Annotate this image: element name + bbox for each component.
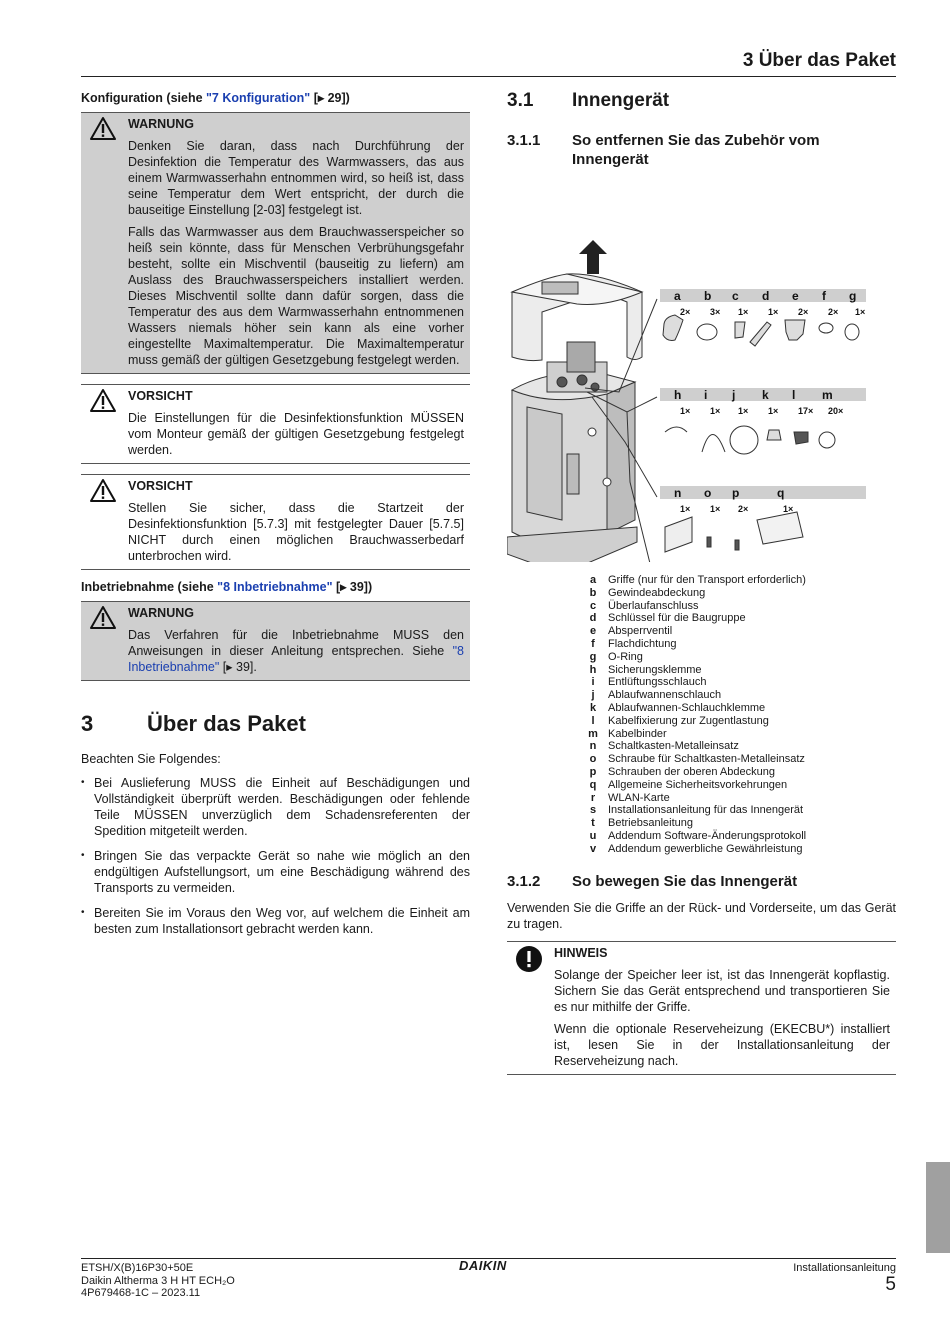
legend-value: Allgemeine Sicherheitsvorkehrungen	[608, 778, 788, 791]
figure-item-letter: b	[704, 289, 712, 303]
page-header-title: 3 Über das Paket	[742, 50, 896, 71]
legend-row	[582, 612, 896, 625]
footer-document-type: Installationsanleitung	[793, 1262, 896, 1274]
legend-row	[582, 804, 896, 817]
figure-item-count: 2×	[738, 504, 749, 514]
figure-item-count: 1×	[680, 504, 691, 514]
left-column	[81, 90, 470, 946]
warning-title: WARNUNG	[128, 117, 194, 131]
warning-triangle-icon	[89, 116, 117, 141]
legend-key: e	[589, 625, 597, 638]
legend-value: Kabelfixierung zur Zugentlastung	[608, 714, 769, 727]
legend-row	[582, 830, 896, 843]
heading-title: So entfernen Sie das Zubehör vom Innengerät	[572, 132, 820, 168]
warning-text-suffix: [▸ 39].	[219, 660, 257, 674]
figure-item-letter: p	[732, 486, 740, 500]
figure-item-letter: a	[674, 289, 681, 303]
config-heading-suffix: [▸ 29])	[310, 91, 350, 105]
warning-notice-disinfection	[81, 112, 470, 374]
warning-text-body: Das Verfahren für die Inbetriebnahme MUSS den Anweisungen in dieser Anleitung entsprechen. Siehe	[128, 628, 464, 658]
legend-row	[582, 689, 896, 702]
caution-title: VORSICHT	[128, 479, 193, 493]
warning-triangle-icon	[89, 388, 117, 413]
legend-value: Schrauben der oberen Abdeckung	[608, 765, 775, 778]
config-link[interactable]: "7 Konfiguration"	[206, 91, 311, 105]
figure-item-count: 1×	[738, 406, 749, 416]
legend-value: Gewindeabdeckung	[608, 586, 706, 599]
legend-key: q	[589, 778, 597, 791]
legend-value: Absperrventil	[608, 625, 673, 638]
legend-row	[582, 651, 896, 664]
figure-item-letter: e	[792, 289, 799, 303]
footer-line-2: Daikin Altherma 3 H HT ECH₂O	[81, 1274, 235, 1287]
accessories-figure	[507, 182, 896, 562]
caution-text: Stellen Sie sicher, dass die Startzeit der Desinfektionsfunktion [5.7.3] mit festgelegter Dauer [5.7.5] NICHT durch einen möglichen Brauchwasserbedarf unterbrochen wird.	[128, 501, 464, 563]
legend-value: Entlüftungsschlauch	[608, 676, 707, 689]
figure-item-letter: n	[674, 486, 682, 500]
figure-item-count: 1×	[768, 406, 779, 416]
legend-row	[582, 664, 896, 677]
subsection-heading-3-1-2	[507, 872, 896, 891]
legend-row	[582, 779, 896, 792]
figure-item-count: 20×	[828, 406, 844, 416]
legend-value: Installationsanleitung für das Innengerät	[608, 804, 804, 817]
note-text-1: Solange der Speicher leer ist, ist das Innengerät kopflastig. Sichern Sie das Gerät entsprechend und transportieren Sie es nur mithilfe der Griffe.	[554, 967, 890, 1014]
legend-row	[582, 638, 896, 651]
legend-key: f	[591, 637, 595, 650]
legend-key: k	[589, 701, 597, 714]
figure-item-letter: g	[849, 289, 857, 303]
legend-key: u	[589, 829, 597, 842]
legend-key: l	[591, 714, 595, 727]
figure-item-letter: f	[822, 289, 826, 303]
legend-row	[582, 792, 896, 805]
warning-title: WARNUNG	[128, 606, 194, 620]
legend-row	[582, 728, 896, 741]
figure-item-count: 1×	[680, 406, 691, 416]
daikin-logo: DAIKIN	[459, 1258, 507, 1273]
legend-key: v	[589, 842, 597, 855]
legend-value: Ablaufwannenschlauch	[608, 689, 722, 702]
legend-row	[582, 625, 896, 638]
legend-row	[582, 843, 896, 856]
legend-value: Überlaufanschluss	[608, 599, 699, 612]
caution-notice-settings	[81, 384, 470, 464]
subsection-heading-3-1	[507, 90, 896, 112]
warning-text-1: Denken Sie daran, dass nach Durchführung der Desinfektion die Temperatur des Warmwassers, das aus einem Warmwasserhahn entnommen wird, so heiß ist, dass seine Temperatur dem Wert entspricht, der durch die bauseitige Einstellung [2-03] festgelegt ist.	[128, 139, 464, 217]
legend-row	[582, 702, 896, 715]
figure-item-count: 1×	[783, 504, 794, 514]
caution-text: Die Einstellungen für die Desinfektionsfunktion MÜSSEN vom Monteur gemäß der gültigen Gesetzgebung festgelegt werden.	[128, 411, 464, 457]
section-number: 3	[81, 711, 94, 736]
figure-item-letter: j	[732, 388, 736, 402]
figure-item-letter: c	[732, 289, 739, 303]
figure-item-count: 3×	[710, 307, 721, 317]
section-heading	[81, 711, 470, 737]
legend-key: m	[588, 727, 598, 740]
legend-value: Schlüssel für die Baugruppe	[608, 612, 746, 625]
legend-row	[582, 817, 896, 830]
figure-item-count: 1×	[710, 406, 721, 416]
footer-line-3: 4P679468-1C – 2023.11	[81, 1287, 201, 1299]
section-intro: Beachten Sie Folgendes:	[81, 752, 221, 766]
legend-key: r	[590, 791, 596, 804]
legend-key: o	[589, 753, 597, 766]
note-title: HINWEIS	[554, 945, 608, 960]
move-instructions: Verwenden Sie die Griffe an der Rück- und Vorderseite, um das Gerät zu tragen.	[507, 900, 896, 931]
heading-number: 3.1.1	[507, 132, 541, 149]
figure-item-count: 1×	[855, 307, 866, 317]
accessories-legend	[582, 574, 896, 856]
exclamation-circle-icon	[515, 945, 543, 973]
commission-heading-prefix: Inbetriebnahme (siehe	[81, 580, 218, 594]
legend-row	[582, 766, 896, 779]
list-item: • Bringen Sie das verpackte Gerät so nahe wie möglich an den endgültigen Aufstellungsort, um eine Beschädigung während des Transports zu vermeiden.	[81, 848, 470, 896]
legend-value: Betriebsanleitung	[608, 817, 694, 830]
legend-key: t	[591, 817, 595, 830]
legend-key: j	[591, 689, 595, 702]
heading-title: So bewegen Sie das Innengerät	[572, 872, 798, 890]
note-text-2: Wenn die optionale Reserveheizung (EKECBU*) installiert ist, lesen Sie in der Installationsanleitung der Reserveheizung nach.	[554, 1021, 890, 1068]
section-title: Über das Paket	[147, 711, 306, 736]
legend-key: c	[589, 599, 597, 612]
caution-notice-starttime	[81, 474, 470, 570]
figure-item-letter: q	[777, 486, 785, 500]
legend-key: i	[591, 676, 595, 689]
commission-link[interactable]: "8 Inbetriebnahme"	[217, 580, 333, 594]
right-column	[507, 90, 896, 1075]
accessories-illustration	[507, 182, 896, 562]
figure-item-letter: l	[792, 388, 796, 402]
figure-item-count: 1×	[738, 307, 749, 317]
figure-item-count: 2×	[828, 307, 839, 317]
legend-value: Addendum gewerbliche Gewährleistung	[608, 842, 803, 855]
page-number: 5	[885, 1274, 896, 1295]
figure-item-letter: i	[704, 388, 708, 402]
legend-row	[582, 740, 896, 753]
figure-item-letter: m	[822, 388, 833, 402]
legend-key: n	[589, 740, 597, 753]
figure-item-count: 2×	[680, 307, 691, 317]
legend-row	[582, 587, 896, 600]
bullet-list	[81, 775, 470, 937]
config-heading-prefix: Konfiguration (siehe	[81, 91, 206, 105]
subsection-heading-3-1-1	[507, 131, 896, 169]
figure-item-letter: h	[674, 388, 682, 402]
legend-value: O-Ring	[608, 650, 643, 663]
legend-row	[582, 753, 896, 766]
legend-key: p	[589, 765, 597, 778]
legend-key: b	[589, 586, 597, 599]
warning-notice-commissioning	[81, 601, 470, 681]
legend-row	[582, 715, 896, 728]
caution-title: VORSICHT	[128, 389, 193, 403]
figure-item-letter: k	[762, 388, 769, 402]
list-item: • Bei Auslieferung MUSS die Einheit auf Beschädigungen und Vollständigkeit überprüft werden. Beschädigungen oder fehlende Teile MÜSSEN unverzüglich dem Schadensreferenten der Spedition mitgeteilt werden.	[81, 775, 470, 839]
legend-row	[582, 600, 896, 613]
heading-title: Innengerät	[572, 90, 670, 111]
figure-item-count: 17×	[798, 406, 814, 416]
legend-value: Griffe (nur für den Transport erforderlich)	[608, 574, 806, 586]
legend-value: Schaltkasten-Metalleinsatz	[608, 740, 739, 753]
figure-item-letter: d	[762, 289, 770, 303]
legend-row	[582, 676, 896, 689]
legend-value: Ablaufwannen-Schlauchklemme	[608, 701, 766, 714]
figure-item-count: 2×	[798, 307, 809, 317]
figure-item-letter: o	[704, 486, 712, 500]
figure-item-count: 1×	[768, 307, 779, 317]
legend-value: WLAN-Karte	[608, 791, 670, 804]
header-divider	[81, 76, 896, 77]
footer-line-1: ETSH/X(B)16P30+50E	[81, 1262, 194, 1274]
legend-value: Sicherungsklemme	[608, 663, 702, 676]
legend-key: a	[589, 574, 597, 586]
warning-triangle-icon	[89, 605, 117, 630]
legend-key: s	[589, 804, 597, 817]
legend-value: Kabelbinder	[608, 727, 667, 740]
heading-number: 3.1	[507, 90, 534, 111]
warning-text-2: Falls das Warmwasser aus dem Brauchwasserspeicher so heiß sein könnte, dass für Menschen Verbrühungsgefahr besteht, sollte ein Mischventil (bauseitig zu liefern) am Auslass des Brauchwasserspeichers installiert werden. Dieses Mischventil sollte dann dafür sorgen, dass die Temperatur des aus dem Warmwasserhahn entnommenen Wassers niemals höher sein kann als eine vorher eingestellte Maximaltemperatur. Die Maximaltemperatur muss gemäß der gültigen Gesetzgebung festgelegt werden.	[128, 225, 464, 367]
footer-model-info	[81, 1262, 235, 1300]
legend-key: h	[589, 663, 597, 676]
chapter-side-tab	[926, 1162, 950, 1253]
config-heading	[81, 90, 470, 105]
list-item: • Bereiten Sie im Voraus den Weg vor, auf welchem die Einheit am besten zum Installationsort gebracht werden kann.	[81, 905, 470, 937]
legend-key: d	[589, 612, 597, 625]
figure-item-count: 1×	[710, 504, 721, 514]
warning-triangle-icon	[89, 478, 117, 503]
commission-heading-suffix: [▸ 39])	[332, 580, 373, 594]
legend-value: Schraube für Schaltkasten-Metalleinsatz	[608, 753, 805, 766]
commission-heading	[81, 579, 470, 594]
note-notice	[507, 941, 896, 1075]
commission-inline-link[interactable]: "8 Inbetriebnahme"	[128, 644, 464, 674]
warning-text	[128, 627, 464, 675]
heading-number: 3.1.2	[507, 872, 541, 890]
legend-value: Flachdichtung	[608, 637, 677, 650]
legend-value: Addendum Software-Änderungsprotokoll	[608, 829, 807, 842]
legend-key: g	[589, 650, 597, 663]
legend-row	[582, 574, 896, 587]
